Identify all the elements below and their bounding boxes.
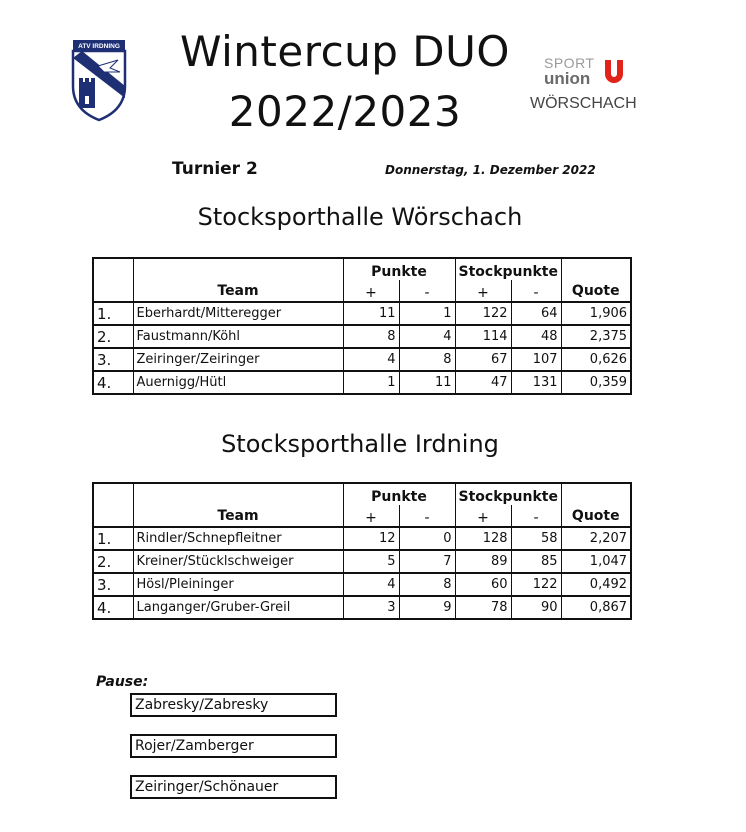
atv-logo-text: ATV IRDNING (78, 43, 120, 50)
table-row (93, 371, 631, 394)
rank-cell: 4. (93, 371, 133, 394)
stockpunkte-minus-cell: 48 (511, 325, 561, 348)
team-cell: Rindler/Schnepfleitner (133, 527, 343, 550)
stockpunkte-minus-header: - (511, 505, 561, 527)
rank-cell: 2. (93, 325, 133, 348)
punkte-minus-cell: 0 (399, 527, 455, 550)
punkte-minus-cell: 1 (399, 302, 455, 325)
stockpunkte-plus-header: + (455, 280, 511, 302)
punkte-header: Punkte (343, 483, 455, 505)
venue-title-1: Stocksporthalle Wörschach (197, 203, 523, 231)
rank-cell: 2. (93, 550, 133, 573)
stockpunkte-minus-cell: 85 (511, 550, 561, 573)
union-logo-line2: union (544, 69, 591, 88)
stockpunkte-header: Stockpunkte (455, 483, 561, 505)
punkte-minus-cell: 4 (399, 325, 455, 348)
stockpunkte-minus-cell: 122 (511, 573, 561, 596)
punkte-plus-cell: 5 (343, 550, 399, 573)
stockpunkte-plus-cell: 128 (455, 527, 511, 550)
quote-header: Quote (561, 258, 631, 302)
team-header: Team (133, 483, 343, 527)
quote-cell: 1,047 (561, 550, 631, 573)
table-row (93, 573, 631, 596)
stockpunkte-plus-cell: 89 (455, 550, 511, 573)
tournament-label: Turnier 2 (172, 159, 258, 179)
table-row (93, 325, 631, 348)
punkte-minus-cell: 8 (399, 348, 455, 371)
punkte-plus-header: + (343, 280, 399, 302)
punkte-minus-cell: 9 (399, 596, 455, 619)
punkte-minus-header: - (399, 505, 455, 527)
quote-cell: 0,359 (561, 371, 631, 394)
punkte-plus-cell: 1 (343, 371, 399, 394)
union-logo-line1: SPORT (544, 55, 595, 71)
quote-cell: 2,207 (561, 527, 631, 550)
venue-title-2: Stocksporthalle Irdning (221, 430, 499, 458)
atv-irdning-shield-logo (70, 38, 128, 122)
quote-cell: 0,867 (561, 596, 631, 619)
stockpunkte-minus-header: - (511, 280, 561, 302)
rank-header (93, 483, 133, 527)
pause-team-3: Zeiringer/Schönauer (130, 775, 337, 799)
rank-header (93, 258, 133, 302)
punkte-plus-cell: 8 (343, 325, 399, 348)
pause-label: Pause: (96, 674, 149, 690)
stockpunkte-plus-cell: 60 (455, 573, 511, 596)
punkte-minus-cell: 8 (399, 573, 455, 596)
stockpunkte-minus-cell: 64 (511, 302, 561, 325)
team-cell: Auernigg/Hütl (133, 371, 343, 394)
punkte-header: Punkte (343, 258, 455, 280)
team-cell: Langanger/Gruber-Greil (133, 596, 343, 619)
quote-cell: 0,626 (561, 348, 631, 371)
sportunion-logo (528, 52, 640, 114)
stockpunkte-plus-cell: 67 (455, 348, 511, 371)
team-cell: Zeiringer/Zeiringer (133, 348, 343, 371)
table-row (93, 596, 631, 619)
quote-cell: 0,492 (561, 573, 631, 596)
stockpunkte-plus-cell: 122 (455, 302, 511, 325)
results-table-2 (92, 482, 632, 620)
union-logo-line3: WÖRSCHACH (530, 95, 637, 112)
punkte-minus-cell: 11 (399, 371, 455, 394)
quote-cell: 2,375 (561, 325, 631, 348)
pause-team-2: Rojer/Zamberger (130, 734, 337, 758)
punkte-plus-cell: 4 (343, 573, 399, 596)
table-row (93, 348, 631, 371)
title-line-1: Wintercup DUO (180, 27, 510, 76)
rank-cell: 3. (93, 348, 133, 371)
quote-header: Quote (561, 483, 631, 527)
team-cell: Hösl/Pleininger (133, 573, 343, 596)
title-line-2: 2022/2023 (228, 87, 462, 136)
stockpunkte-plus-cell: 114 (455, 325, 511, 348)
punkte-plus-cell: 4 (343, 348, 399, 371)
punkte-plus-cell: 3 (343, 596, 399, 619)
stockpunkte-minus-cell: 58 (511, 527, 561, 550)
stockpunkte-plus-cell: 78 (455, 596, 511, 619)
stockpunkte-minus-cell: 90 (511, 596, 561, 619)
stockpunkte-plus-cell: 47 (455, 371, 511, 394)
team-cell: Eberhardt/Mitteregger (133, 302, 343, 325)
punkte-plus-cell: 11 (343, 302, 399, 325)
table-row (93, 527, 631, 550)
rank-cell: 1. (93, 527, 133, 550)
results-table-1 (92, 257, 632, 395)
punkte-plus-cell: 12 (343, 527, 399, 550)
date-label: Donnerstag, 1. Dezember 2022 (385, 163, 596, 177)
stockpunkte-minus-cell: 131 (511, 371, 561, 394)
punkte-minus-cell: 7 (399, 550, 455, 573)
punkte-minus-header: - (399, 280, 455, 302)
quote-cell: 1,906 (561, 302, 631, 325)
pause-team-1: Zabresky/Zabresky (130, 693, 337, 717)
team-cell: Kreiner/Stücklschweiger (133, 550, 343, 573)
rank-cell: 1. (93, 302, 133, 325)
team-cell: Faustmann/Köhl (133, 325, 343, 348)
stockpunkte-header: Stockpunkte (455, 258, 561, 280)
punkte-plus-header: + (343, 505, 399, 527)
table-row (93, 302, 631, 325)
stockpunkte-plus-header: + (455, 505, 511, 527)
rank-cell: 3. (93, 573, 133, 596)
team-header: Team (133, 258, 343, 302)
rank-cell: 4. (93, 596, 133, 619)
stockpunkte-minus-cell: 107 (511, 348, 561, 371)
table-row (93, 550, 631, 573)
